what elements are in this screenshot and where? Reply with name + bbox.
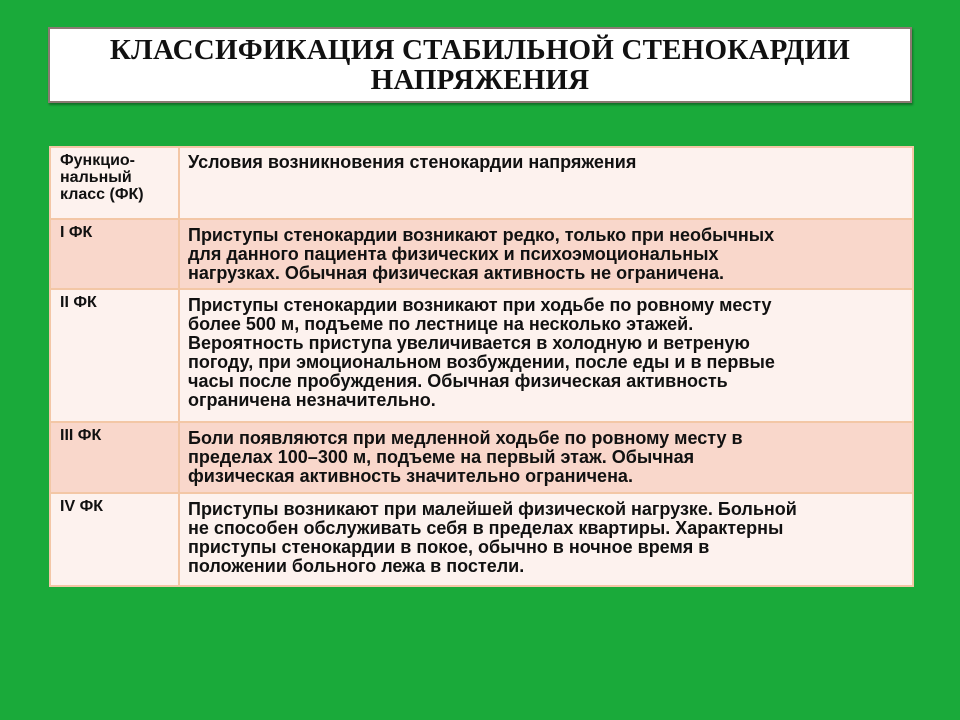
conditions-cell: Приступы возникают при малейшей физической нагрузке. Больной не способен обслуживать себя в пределах квартиры. Характерны приступы стенокардии в покое, обычно в ночное время в положении больного лежа в постели. bbox=[179, 493, 913, 586]
table-header-row bbox=[50, 147, 913, 219]
functional-class-cell: IV ФК bbox=[50, 493, 179, 586]
table-row bbox=[50, 422, 913, 493]
table-row bbox=[50, 289, 913, 422]
conditions-cell: Боли появляются при медленной ходьбе по ровному месту в пределах 100–300 м, подъеме на первый этаж. Обычная физическая активность значительно ограничена. bbox=[179, 422, 913, 493]
functional-class-cell: III ФК bbox=[50, 422, 179, 493]
classification-table bbox=[49, 146, 914, 587]
table-row bbox=[50, 493, 913, 586]
functional-class-cell: I ФК bbox=[50, 219, 179, 289]
slide-title-box bbox=[48, 27, 912, 103]
conditions-cell: Приступы стенокардии возникают редко, только при необычных для данного пациента физических и психоэмоциональных нагрузках. Обычная физическая активность не ограничена. bbox=[179, 219, 913, 289]
functional-class-cell: II ФК bbox=[50, 289, 179, 422]
slide-title: КЛАССИФИКАЦИЯ СТАБИЛЬНОЙ СТЕНОКАРДИИ НАПРЯЖЕНИЯ bbox=[109, 34, 851, 96]
conditions-cell: Приступы стенокардии возникают при ходьбе по ровному месту более 500 м, подъеме по лестнице на несколько этажей. Вероятность приступа увеличивается в холодную и ветреную погоду, при эмоциональном возбуждении, после еды и в первые часы после пробуждения. Обычная физическая активность ограничена незначительно. bbox=[179, 289, 913, 422]
table-row bbox=[50, 219, 913, 289]
header-functional-class: Функцио- нальный класс (ФК) bbox=[50, 147, 179, 219]
header-conditions: Условия возникновения стенокардии напряжения bbox=[179, 147, 913, 219]
